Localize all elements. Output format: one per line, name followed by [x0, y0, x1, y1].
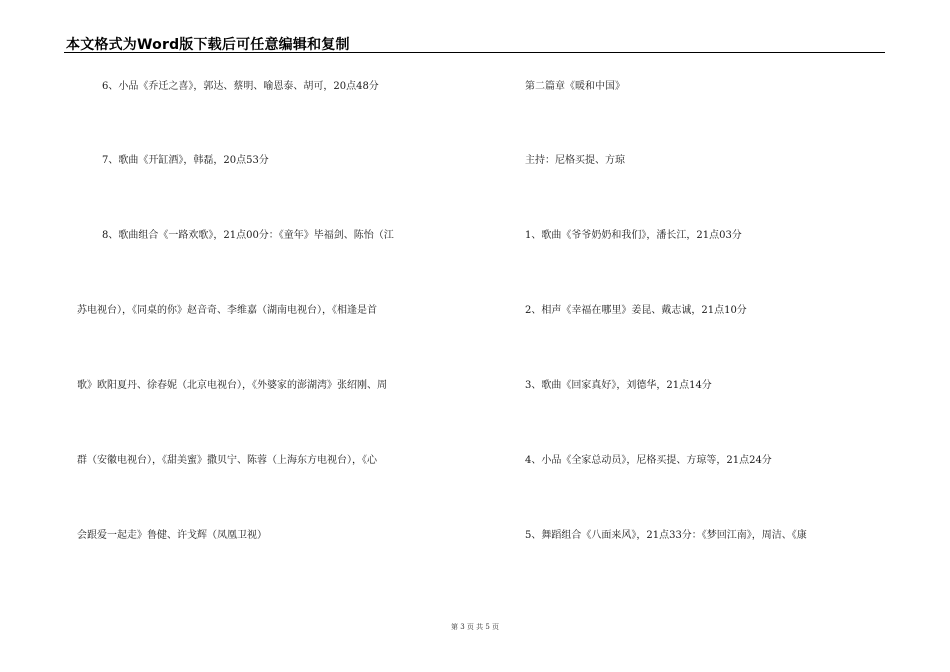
header-divider	[64, 52, 885, 53]
left-line-7: 会跟爱一起走》鲁健、许戈辉（凤凰卫视）	[77, 530, 267, 541]
left-line-2: 7、歌曲《开缸酒》，韩磊，20点53分	[102, 155, 269, 166]
document-header-title: 本文格式为Word版下载后可任意编辑和复制	[66, 37, 350, 53]
left-line-1: 6、小品《乔迁之喜》，郭达、蔡明、喻恩泰、胡可，20点48分	[102, 81, 379, 92]
left-line-4: 苏电视台），《同桌的你》赵音奇、李维嘉（湖南电视台），《相逢是首	[77, 305, 377, 316]
right-line-1: 第二篇章《暖和中国》	[525, 81, 625, 92]
left-line-5: 歌》欧阳夏丹、徐春妮（北京电视台），《外婆家的澎湖湾》张绍刚、周	[77, 380, 387, 391]
right-line-5: 3、歌曲《回家真好》，刘德华，21点14分	[525, 380, 712, 391]
page-footer: 第 3 页 共 5 页	[450, 623, 500, 631]
right-line-7: 5、舞蹈组合《八面来风》，21点33分：《梦回江南》，周洁、《康	[525, 530, 807, 541]
right-line-3: 1、歌曲《爷爷奶奶和我们》，潘长江，21点03分	[525, 230, 742, 241]
right-line-6: 4、小品《全家总动员》，尼格买提、方琼等，21点24分	[525, 455, 772, 466]
right-line-4: 2、相声《幸福在哪里》姜昆、戴志诚，21点10分	[525, 305, 747, 316]
left-line-6: 群（安徽电视台），《甜美蜜》撒贝宁、陈蓉（上海东方电视台），《心	[77, 455, 377, 466]
left-line-3: 8、歌曲组合《一路欢歌》，21点00分：《童年》毕福剑、陈怡（江	[102, 230, 394, 241]
right-line-2: 主持：尼格买提、方琼	[525, 155, 625, 166]
